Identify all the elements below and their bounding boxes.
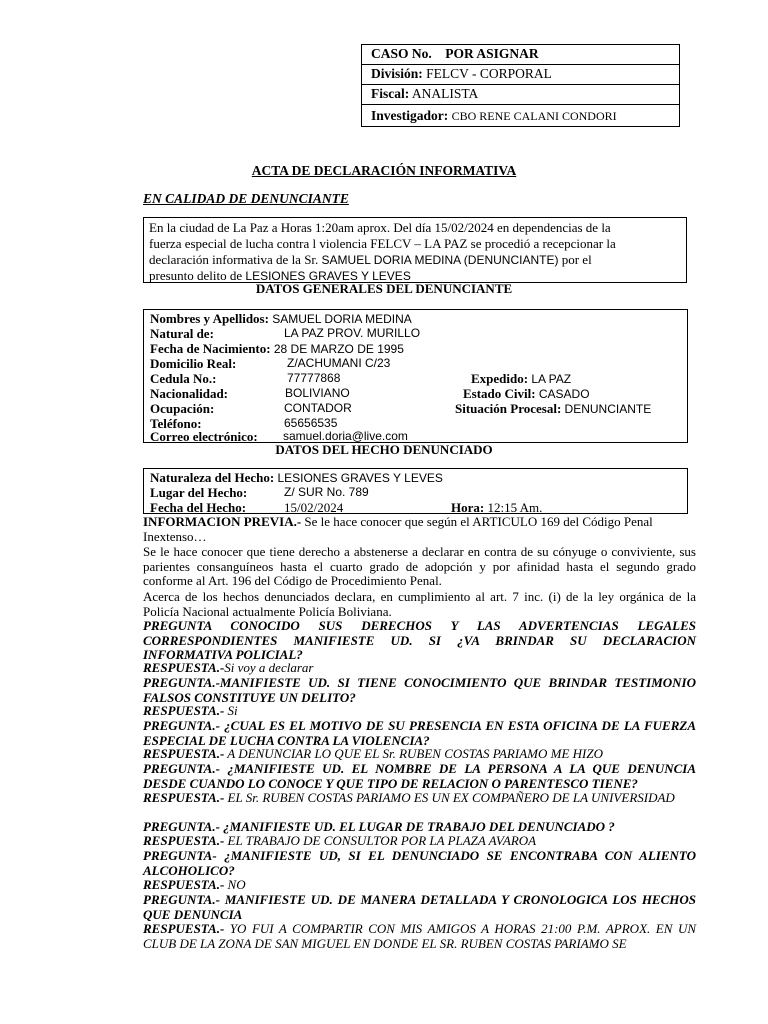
telefono-label: Teléfono: — [150, 416, 202, 431]
nombres-value: SAMUEL DORIA MEDINA — [272, 312, 412, 326]
pregunta — [143, 762, 696, 791]
naturaleza-row: Naturaleza del Hecho: LESIONES GRAVES Y LEVES — [150, 470, 443, 485]
pregunta-text: PREGUNTA.- ¿MANIFIESTE UD. EL LUGAR DE TRABAJO DEL DENUNCIADO ? — [143, 819, 615, 834]
fiscal-value: ANALISTA — [411, 86, 479, 101]
respuesta — [143, 747, 696, 762]
situacion-value: DENUNCIANTE — [564, 402, 652, 416]
division-label: División: — [371, 66, 423, 81]
fecha-label: Fecha del Hecho: — [150, 500, 247, 515]
respuesta-label: RESPUESTA.- — [143, 660, 225, 675]
respuesta — [143, 878, 696, 893]
fiscal-row — [362, 85, 679, 105]
natural-label: Natural de: — [150, 326, 214, 341]
nacimiento-row: Fecha de Nacimiento: 28 DE MARZO DE 1995 — [150, 341, 404, 356]
respuesta-label: RESPUESTA.- — [143, 833, 225, 848]
pregunta-text: PREGUNTA.- MANIFIESTE UD. DE MANERA DETALLADA Y CRONOLOGICA LOS HECHOS QUE DENUNCIA — [143, 892, 696, 922]
nacionalidad-label: Nacionalidad: — [150, 386, 229, 401]
denunciante-name: SAMUEL DORIA MEDINA (DENUNCIANTE) — [321, 253, 559, 267]
pregunta — [143, 676, 696, 705]
naturaleza-value: LESIONES GRAVES Y LEVES — [277, 471, 443, 485]
telefono-value: 65656535 — [284, 416, 338, 430]
intro-box — [143, 217, 687, 283]
intro-line-1: En la ciudad de La Paz a Horas 1:20am aprox. Del día 15/02/2024 en dependencias de la — [149, 220, 611, 235]
document-subtitle: EN CALIDAD DE DENUNCIANTE — [143, 191, 349, 206]
pregunta-text: PREGUNTA.- ¿CUAL ES EL MOTIVO DE SU PRESENCIA EN ESTA OFICINA DE LA FUERZA ESPECIAL DE LUCHA CONTRA LA VIOLENCIA? — [143, 718, 696, 748]
division-value: FELCV - CORPORAL — [426, 66, 552, 81]
situacion-row: Situación Procesal: DENUNCIANTE — [455, 401, 652, 416]
case-number-label: CASO No. — [371, 46, 432, 61]
respuesta-label: RESPUESTA.- — [143, 921, 225, 936]
expedido-value: LA PAZ — [531, 372, 572, 386]
estado-civil-value: CASADO — [538, 387, 590, 401]
ocupacion-value: CONTADOR — [284, 401, 352, 415]
respuesta — [143, 834, 696, 849]
intro-text — [149, 220, 681, 284]
domicilio-value: Z/ACHUMANI C/23 — [287, 356, 391, 370]
intro-line-2: fuerza especial de lucha contra l violencia FELCV – LA PAZ se procedió a recepcionar la — [149, 236, 616, 251]
respuesta — [143, 791, 696, 806]
pregunta-text: PREGUNTA CONOCIDO SUS DERECHOS Y LAS ADVERTENCIAS LEGALES CORRESPONDIENTES MANIFIESTE UD. SI ¿VA BRINDAR SU DECLARACION INFORMATIVA POLICIAL? — [143, 618, 696, 662]
document-title: ACTA DE DECLARACIÓN INFORMATIVA — [251, 163, 517, 178]
informacion-previa: INFORMACION PREVIA.- Se le hace conocer que según el ARTICULO 169 del Código Penal Inextenso… — [143, 514, 653, 544]
derecho-abstenerse-paragraph: Se le hace conocer que tiene derecho a abstenerse a declarar en contra de su cónyuge o conviviente, sus parientes consanguíneos hasta el cuarto grado de adopción y por afinidad hasta el segundo grado conforme al Art. 196 del Código de Procedimiento Penal. — [143, 544, 696, 588]
cedula-label: Cedula No.: — [150, 371, 217, 386]
natural-value: LA PAZ PROV. MURILLO — [284, 326, 421, 340]
pregunta-text: PREGUNTA.- ¿MANIFIESTE UD. EL NOMBRE DE LA PERSONA A LA QUE DENUNCIA DESDE CUANDO LO CONOCE Y QUE TIPO DE RELACION O PARENTESCO TIENE? — [143, 761, 696, 791]
nombres-row: Nombres y Apellidos: SAMUEL DORIA MEDINA — [150, 311, 412, 326]
informacion-label: INFORMACION PREVIA.- — [143, 514, 302, 529]
datos-hecho-heading: DATOS DEL HECHO DENUNCIADO — [275, 442, 493, 457]
case-number-row — [362, 45, 679, 65]
pregunta — [143, 619, 696, 663]
case-header-box — [361, 44, 680, 127]
respuesta-text: Si voy a declarar — [224, 660, 314, 675]
respuesta-label: RESPUESTA.- — [143, 877, 225, 892]
correo-value: samuel.doria@live.com — [283, 429, 408, 443]
respuesta-label: RESPUESTA.- — [143, 746, 225, 761]
cedula-value: 77777868 — [287, 371, 341, 385]
pregunta-text: PREGUNTA- ¿MANIFIESTE UD, SI EL DENUNCIADO SE ENCONTRABA CON ALIENTO ALCOHOLICO? — [143, 848, 696, 878]
respuesta-text: YO FUI A COMPARTIR CON MIS AMIGOS A HORAS 21:00 P.M. APROX. EN UN CLUB DE LA ZONA DE SAN MIGUEL EN DONDE EL SR. RUBEN COSTAS PARIAMO SE — [143, 921, 696, 951]
respuesta-text: A DENUNCIAR LO QUE EL Sr. RUBEN COSTAS PARIAMO ME HIZO — [224, 746, 603, 761]
nacionalidad-value: BOLIVIANO — [285, 386, 350, 400]
pregunta — [143, 719, 696, 748]
division-row — [362, 65, 679, 85]
correo-label: Correo electrónico: — [150, 429, 258, 444]
intro-line-3: declaración informativa de la Sr. SAMUEL DORIA MEDINA (DENUNCIANTE) por el — [149, 252, 592, 267]
hora-row: Hora: 12:15 Am. — [451, 500, 543, 515]
investigator-row — [362, 105, 679, 127]
delito-name: LESIONES GRAVES Y LEVES — [245, 269, 411, 283]
pregunta — [143, 893, 696, 922]
fecha-value: 15/02/2024 — [284, 500, 344, 515]
datos-generales-box — [143, 309, 688, 443]
respuesta — [143, 922, 696, 951]
domicilio-label: Domicilio Real: — [150, 356, 237, 371]
respuesta-label: RESPUESTA.- — [143, 703, 225, 718]
lugar-value: Z/ SUR No. 789 — [284, 485, 369, 499]
respuesta-text: EL Sr. RUBEN COSTAS PARIAMO ES UN EX COMPAÑERO DE LA UNIVERSIDAD — [224, 790, 675, 805]
datos-generales-heading: DATOS GENERALES DEL DENUNCIANTE — [255, 281, 513, 296]
acerca-hechos-paragraph: Acerca de los hechos denunciados declara, en cumplimiento al art. 7 inc. (i) de la ley orgánica de la Policía Nacional actualmente Policía Boliviana. — [143, 589, 696, 619]
investigator-label: Investigador: — [371, 108, 449, 123]
fiscal-label: Fiscal: — [371, 86, 410, 101]
respuesta-text: Si — [224, 703, 238, 718]
hora-value: 12:15 Am. — [487, 500, 543, 515]
intro-line-4: presunto delito de LESIONES GRAVES Y LEVES — [149, 268, 411, 283]
lugar-label: Lugar del Hecho: — [150, 485, 248, 500]
expedido-row: Expedido: LA PAZ — [471, 371, 572, 386]
ocupacion-label: Ocupación: — [150, 401, 215, 416]
pregunta — [143, 849, 696, 878]
respuesta — [143, 704, 696, 719]
respuesta-label: RESPUESTA.- — [143, 790, 225, 805]
pregunta-text: PREGUNTA.-MANIFIESTE UD. SI TIENE CONOCIMIENTO QUE BRINDAR TESTIMONIO FALSOS CONSTITUYE UN DELITO? — [143, 675, 696, 705]
estado-civil-row: Estado Civil: CASADO — [463, 386, 590, 401]
respuesta — [143, 661, 696, 676]
respuesta-text: NO — [224, 877, 246, 892]
investigator-value: CBO RENE CALANI CONDORI — [451, 109, 617, 123]
respuesta-text: EL TRABAJO DE CONSULTOR POR LA PLAZA AVAROA — [224, 833, 537, 848]
datos-hecho-box — [143, 468, 688, 514]
case-number-value: POR ASIGNAR — [445, 46, 539, 61]
nacimiento-value: 28 DE MARZO DE 1995 — [273, 342, 404, 356]
